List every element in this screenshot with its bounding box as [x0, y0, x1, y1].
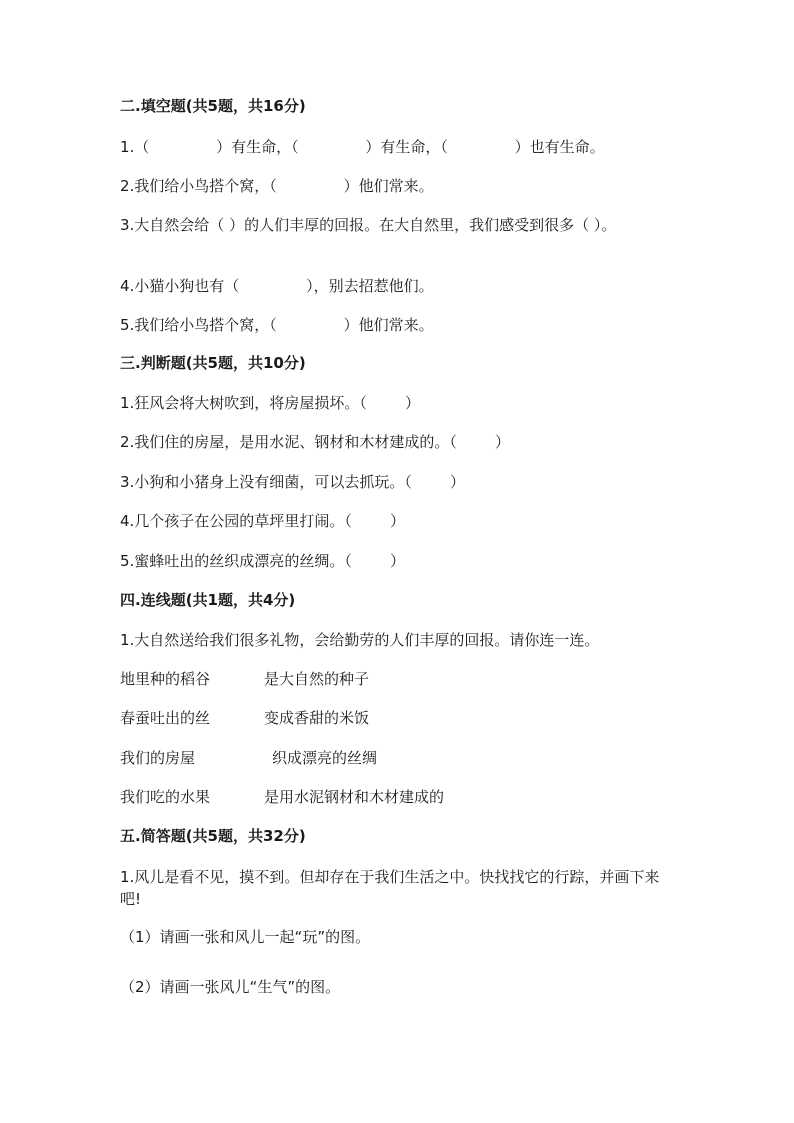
match-right-item: 变成香甜的米饭 — [264, 709, 370, 727]
match-right-item: 是用水泥钢材和木材建成的 — [264, 788, 445, 806]
match-left-item: 春蚕吐出的丝 — [120, 709, 211, 727]
match-left-item: 我们的房屋 — [120, 749, 196, 767]
fill-question-5: 5.我们给小鸟搭个窝，（ ）他们常来。 — [120, 316, 434, 334]
section-2-title: 二.填空题(共5题，共16分) — [120, 97, 306, 115]
match-right-item: 织成漂亮的丝绸 — [272, 749, 378, 767]
fill-question-4: 4.小猫小狗也有（ ），别去招惹他们。 — [120, 277, 434, 295]
section-5-title: 五.简答题(共5题，共32分) — [120, 827, 306, 845]
fill-question-1: 1.（ ）有生命，（ ）有生命，（ ）也有生命。 — [120, 138, 605, 156]
judge-question-2: 2.我们住的房屋，是用水泥、钢材和木材建成的。（ ） — [120, 433, 510, 451]
match-right-item: 是大自然的种子 — [264, 670, 370, 688]
short-answer-question-1: 1.风儿是看不见，摸不到。但却存在于我们生活之中。快找找它的行踪，并画下来吧! — [120, 868, 660, 908]
fill-question-2: 2.我们给小鸟搭个窝，（ ）他们常来。 — [120, 177, 434, 195]
section-3-title: 三.判断题(共5题，共10分) — [120, 354, 306, 372]
match-question-1: 1.大自然送给我们很多礼物，会给勤劳的人们丰厚的回报。请你连一连。 — [120, 631, 600, 649]
match-left-item: 我们吃的水果 — [120, 788, 211, 806]
judge-question-4: 4.几个孩子在公园的草坪里打闹。（ ） — [120, 512, 405, 530]
match-left-item: 地里种的稻谷 — [120, 670, 211, 688]
short-answer-subquestion-2: （2）请画一张风儿“生气”的图。 — [120, 978, 341, 996]
short-answer-subquestion-1: （1）请画一张和风儿一起“玩”的图。 — [120, 928, 371, 946]
judge-question-3: 3.小狗和小猪身上没有细菌，可以去抓玩。（ ） — [120, 473, 465, 491]
fill-question-3: 3.大自然会给（ ）的人们丰厚的回报。在大自然里，我们感受到很多（ ）。 — [120, 216, 617, 234]
judge-question-5: 5.蜜蜂吐出的丝织成漂亮的丝绸。（ ） — [120, 552, 405, 570]
section-4-title: 四.连线题(共1题，共4分) — [120, 591, 296, 609]
judge-question-1: 1.狂风会将大树吹到，将房屋损坏。（ ） — [120, 394, 420, 412]
